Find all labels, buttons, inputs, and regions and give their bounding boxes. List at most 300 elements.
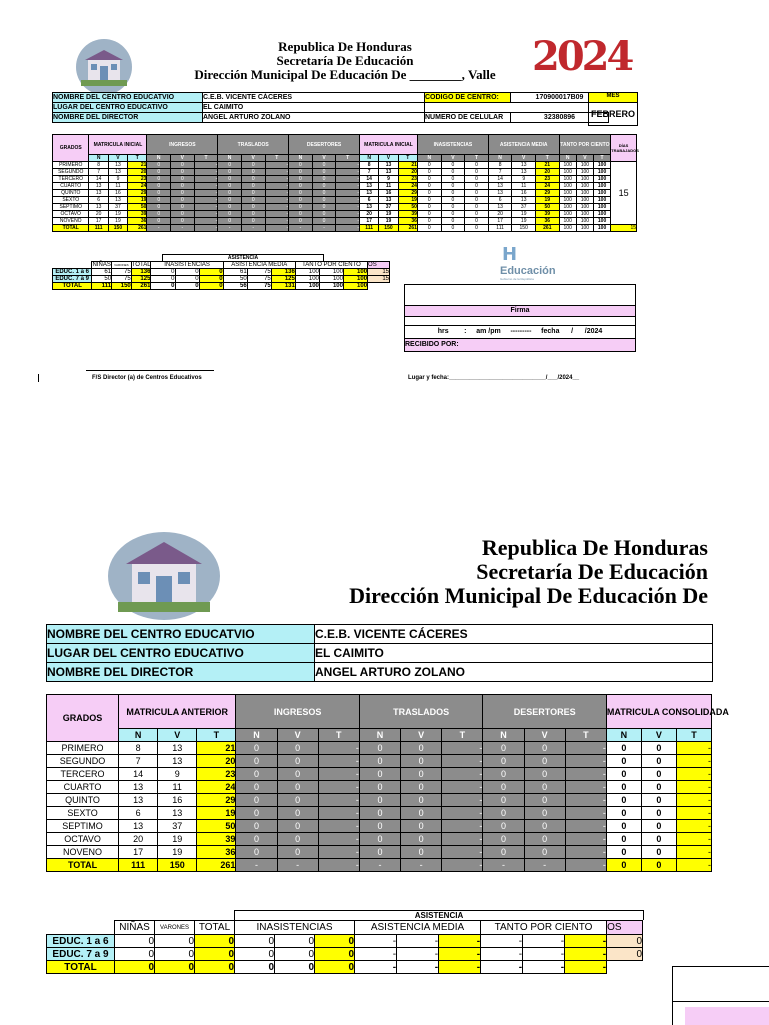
consolidada-t: - — [676, 807, 711, 820]
lugar-value: EL CAIMITO — [203, 103, 425, 113]
pct-t: 100 — [593, 225, 610, 232]
inas-n: 0 — [441, 183, 465, 190]
consolidada-v: 0 — [641, 820, 676, 833]
asis-t: 36 — [536, 218, 560, 225]
grados-header: GRADOS — [53, 135, 89, 162]
ingresos-header: INGRESOS — [236, 695, 360, 729]
asis-t: 261 — [536, 225, 560, 232]
dash-t: - — [265, 190, 289, 197]
col-n-header: N — [218, 155, 242, 162]
recibido-label: RECIBIDO POR: — [404, 338, 636, 352]
pct-t: 100 — [593, 169, 610, 176]
inicial-n: 13 — [360, 204, 379, 211]
grade-v: 13 — [108, 162, 127, 169]
dash-t: - — [265, 162, 289, 169]
grade-t: 23 — [197, 768, 236, 781]
zero-v: 0 — [524, 781, 565, 794]
table-row — [47, 781, 712, 794]
grade-t: 19 — [197, 807, 236, 820]
zero-v: 0 — [401, 807, 442, 820]
summary-varones: 75 — [112, 269, 132, 276]
col-t-header: T — [442, 729, 483, 742]
summary-ninas: 61 — [92, 269, 112, 276]
summary-table-large — [46, 910, 642, 974]
col-t-header: T — [536, 155, 560, 162]
zero-v: 0 — [524, 794, 565, 807]
inas-n: 0 — [465, 211, 489, 218]
grade-t: 36 — [197, 846, 236, 859]
summary-p3: - — [565, 961, 607, 974]
summary-p1: 100 — [295, 283, 319, 290]
zero-v: 0 — [312, 183, 336, 190]
zero-v: - — [241, 225, 265, 232]
grade-name: PRIMERO — [53, 162, 89, 169]
inicial-v: 13 — [379, 162, 398, 169]
zero-n: 0 — [147, 218, 171, 225]
pct-v: 100 — [576, 197, 593, 204]
zero-v: 0 — [171, 176, 195, 183]
summary-ninas: 50 — [92, 276, 112, 283]
summary-i1: 0 — [235, 961, 275, 974]
zero-n: 0 — [236, 807, 277, 820]
pct-t: 100 — [593, 176, 610, 183]
celular-value: 32380896 — [511, 113, 609, 123]
page-edge-mark — [38, 374, 39, 382]
header-line-1: Republica De Honduras — [278, 39, 412, 54]
zero-n: 0 — [483, 807, 524, 820]
grade-v: 13 — [158, 807, 197, 820]
zero-n: - — [483, 859, 524, 872]
consolidada-t: - — [676, 755, 711, 768]
signature-box-large — [672, 966, 769, 1025]
asistencia-media-header: ASISTENCIA MEDIA — [355, 921, 481, 935]
grade-name: CUARTO — [53, 183, 89, 190]
zero-v: 0 — [241, 183, 265, 190]
header-line-2-large: Secretaría De Educación — [476, 559, 708, 584]
summary-a1: - — [355, 961, 397, 974]
grade-name: TERCERO — [47, 768, 119, 781]
grade-t: 21 — [197, 742, 236, 755]
summary-varones: 0 — [155, 935, 195, 948]
consolidada-v: 0 — [641, 781, 676, 794]
grade-n: 7 — [89, 169, 108, 176]
centro-value-large: C.E.B. VICENTE CÁCERES — [315, 625, 713, 644]
dash-t: - — [336, 197, 360, 204]
inas-n: 0 — [465, 190, 489, 197]
inas-n: 0 — [417, 176, 441, 183]
inicial-n: 6 — [360, 197, 379, 204]
dash-t: - — [336, 190, 360, 197]
col-n-header: N — [289, 155, 313, 162]
zero-n: 0 — [359, 768, 400, 781]
consolidada-n: 0 — [606, 820, 641, 833]
asis-v: 9 — [512, 176, 536, 183]
dash-t: - — [442, 742, 483, 755]
summary-os — [368, 283, 390, 290]
pct-t: 100 — [593, 218, 610, 225]
col-t-header: T — [676, 729, 711, 742]
inas-n: 0 — [417, 197, 441, 204]
summary-row — [53, 276, 390, 283]
inicial-t: 21 — [398, 162, 417, 169]
inas-n: 0 — [441, 190, 465, 197]
desertores-header: DESERTORES — [289, 135, 360, 155]
grade-v: 11 — [158, 781, 197, 794]
header-line-3-large: Dirección Municipal De Educación De — [349, 583, 708, 608]
col-v-header: V — [171, 155, 195, 162]
zero-n: 0 — [236, 755, 277, 768]
asis-n: 8 — [488, 162, 512, 169]
dash-t: - — [565, 755, 606, 768]
varones-header: VARONES — [112, 262, 132, 269]
asistencia-media-header: ASISTENCIA MEDIA — [223, 262, 295, 269]
table-row — [53, 190, 637, 197]
header-line-1-large: Republica De Honduras — [481, 535, 708, 560]
consolidada-n: 0 — [606, 833, 641, 846]
zero-v: 0 — [171, 162, 195, 169]
inicial-n: 13 — [360, 183, 379, 190]
col-t-header: T — [336, 155, 360, 162]
tanto-por-ciento-header: TANTO POR CIENTO — [559, 135, 611, 155]
dash-t: - — [442, 794, 483, 807]
grade-t: 39 — [197, 833, 236, 846]
summary-a3: - — [439, 961, 481, 974]
zero-n: 0 — [483, 781, 524, 794]
grade-name: SEXTO — [53, 197, 89, 204]
asistencia-header-large: ASISTENCIA — [234, 910, 644, 920]
zero-v: 0 — [277, 755, 318, 768]
pct-t: 100 — [593, 162, 610, 169]
inas-n: 0 — [417, 183, 441, 190]
zero-v: 0 — [401, 846, 442, 859]
zero-v: 0 — [401, 820, 442, 833]
zero-n: 0 — [483, 794, 524, 807]
consolidada-t: - — [676, 846, 711, 859]
summary-os: 15 — [368, 269, 390, 276]
consolidada-v: 0 — [641, 742, 676, 755]
educacion-logo — [500, 244, 580, 284]
asis-n: 20 — [488, 211, 512, 218]
inicial-n: 7 — [360, 169, 379, 176]
zero-n: 0 — [359, 742, 400, 755]
inas-n: 0 — [417, 211, 441, 218]
summary-p2: - — [523, 935, 565, 948]
dash-t: - — [442, 833, 483, 846]
col-v-header: V — [277, 729, 318, 742]
zero-n: 0 — [147, 204, 171, 211]
summary-p1: 100 — [295, 276, 319, 283]
inas-n: 0 — [417, 218, 441, 225]
zero-n: 0 — [289, 197, 313, 204]
total-header: TOTAL — [195, 921, 235, 935]
dash-t: - — [565, 820, 606, 833]
grade-n: 17 — [119, 846, 158, 859]
inas-n: 0 — [441, 176, 465, 183]
grade-n: 13 — [119, 781, 158, 794]
zero-v: 0 — [171, 211, 195, 218]
pct-t: 100 — [593, 204, 610, 211]
pct-n: 100 — [559, 183, 576, 190]
col-t-header: T — [194, 155, 218, 162]
zero-n: 0 — [359, 794, 400, 807]
col-v-header: V — [108, 155, 127, 162]
asistencia-media-header: ASISTENCIA MEDIA — [488, 135, 559, 155]
col-n-header: N — [606, 729, 641, 742]
summary-p1: - — [481, 948, 523, 961]
consolidada-n: 0 — [606, 755, 641, 768]
pct-n: 100 — [559, 190, 576, 197]
inicial-v: 150 — [379, 225, 398, 232]
zero-v: - — [312, 225, 336, 232]
grade-n: 13 — [89, 204, 108, 211]
grade-v: 37 — [108, 204, 127, 211]
school-logo — [75, 38, 133, 96]
summary-varones: 75 — [112, 276, 132, 283]
inas-n: 0 — [465, 204, 489, 211]
inas-n: 0 — [465, 162, 489, 169]
zero-n: 0 — [483, 755, 524, 768]
dash-t: - — [265, 225, 289, 232]
summary-i2: 0 — [175, 269, 199, 276]
zero-v: 0 — [171, 183, 195, 190]
zero-n: 0 — [359, 781, 400, 794]
summary-os: 0 — [607, 948, 643, 961]
centro-label-large: NOMBRE DEL CENTRO EDUCATVIO — [47, 625, 315, 644]
inicial-n: 14 — [360, 176, 379, 183]
inicial-n: 17 — [360, 218, 379, 225]
zero-n: 0 — [236, 794, 277, 807]
asis-v: 13 — [512, 169, 536, 176]
dash-t: - — [265, 211, 289, 218]
inas-n: 0 — [465, 218, 489, 225]
pct-t: 100 — [593, 183, 610, 190]
dash-t: - — [336, 218, 360, 225]
grade-t: 261 — [197, 859, 236, 872]
grade-n: 111 — [119, 859, 158, 872]
dash-t: - — [265, 197, 289, 204]
header-line-3: Dirección Municipal De Educación De ________, Valle — [194, 67, 496, 82]
asis-t: 20 — [536, 169, 560, 176]
summary-p3: - — [565, 948, 607, 961]
asis-n: 111 — [488, 225, 512, 232]
summary-p1: - — [481, 961, 523, 974]
consolidada-n: 0 — [606, 742, 641, 755]
inicial-t: 29 — [398, 190, 417, 197]
asis-v: 19 — [512, 211, 536, 218]
grade-name: SEGUNDO — [47, 755, 119, 768]
inasistencias-header: INASISTENCIAS — [235, 921, 355, 935]
zero-n: 0 — [236, 768, 277, 781]
zero-n: 0 — [483, 768, 524, 781]
col-n-header: N — [483, 729, 524, 742]
summary-a3: 125 — [271, 276, 295, 283]
inas-n: 0 — [441, 162, 465, 169]
asis-t: 29 — [536, 190, 560, 197]
asis-t: 50 — [536, 204, 560, 211]
consolidada-t: - — [676, 859, 711, 872]
zero-n: 0 — [359, 755, 400, 768]
grade-name: NOVENO — [47, 846, 119, 859]
zero-v: 0 — [171, 218, 195, 225]
summary-i2: 0 — [275, 961, 315, 974]
director-value: ANGEL ARTURO ZOLANO — [203, 113, 425, 123]
zero-v: 0 — [241, 204, 265, 211]
pct-n: 100 — [559, 218, 576, 225]
grade-v: 9 — [108, 176, 127, 183]
zero-v: - — [524, 859, 565, 872]
grade-v: 19 — [158, 833, 197, 846]
zero-v: 0 — [524, 755, 565, 768]
dash-t: - — [318, 846, 359, 859]
dash-t: - — [442, 859, 483, 872]
hrs-line: hrs : am /pm --------- fecha / /2024 — [404, 326, 636, 338]
inas-n: 0 — [441, 204, 465, 211]
dash-t: - — [318, 755, 359, 768]
dash-t: - — [318, 781, 359, 794]
inicial-t: 261 — [398, 225, 417, 232]
inicial-t: 24 — [398, 183, 417, 190]
grade-v: 37 — [158, 820, 197, 833]
zero-v: 0 — [524, 820, 565, 833]
varones-header: VARONES — [155, 921, 195, 935]
summary-i1: 0 — [235, 935, 275, 948]
dash-t: - — [318, 742, 359, 755]
dash-t: - — [336, 183, 360, 190]
consolidada-n: 0 — [606, 846, 641, 859]
zero-n: 0 — [236, 781, 277, 794]
summary-a2: 75 — [247, 276, 271, 283]
lugar-fecha: Lugar y fecha:_____________________________/___/2024__ — [408, 375, 580, 381]
col-v-header: V — [379, 155, 398, 162]
dash-t: - — [265, 204, 289, 211]
zero-v: 0 — [312, 169, 336, 176]
zero-n: - — [289, 225, 313, 232]
inas-n: 0 — [441, 225, 465, 232]
director-label: NOMBRE DEL DIRECTOR — [53, 113, 203, 123]
zero-v: 0 — [277, 768, 318, 781]
consolidada-t: - — [676, 833, 711, 846]
grade-t: 19 — [128, 197, 147, 204]
star-h-icon — [500, 244, 522, 266]
zero-v: 0 — [277, 846, 318, 859]
inasistencias-header: INASISTENCIAS — [417, 135, 488, 155]
consolidada-v: 0 — [641, 833, 676, 846]
grade-t: 36 — [128, 218, 147, 225]
zero-v: 0 — [241, 211, 265, 218]
inicial-t: 23 — [398, 176, 417, 183]
dash-t: - — [336, 169, 360, 176]
grade-n: 20 — [119, 833, 158, 846]
zero-n: 0 — [218, 211, 242, 218]
zero-n: 0 — [218, 162, 242, 169]
grade-n: 7 — [119, 755, 158, 768]
table-row — [47, 833, 712, 846]
dash-t: - — [318, 794, 359, 807]
zero-n: 0 — [236, 833, 277, 846]
zero-v: 0 — [524, 768, 565, 781]
grade-v: 13 — [108, 197, 127, 204]
summary-i2: 0 — [275, 935, 315, 948]
asis-t: 39 — [536, 211, 560, 218]
zero-n: 0 — [359, 833, 400, 846]
pct-n: 100 — [559, 211, 576, 218]
centro-label: NOMBRE DEL CENTRO EDUCATVIO — [53, 93, 203, 103]
summary-p1: - — [481, 935, 523, 948]
summary-total: 0 — [195, 948, 235, 961]
summary-a3: - — [439, 935, 481, 948]
col-v-header: V — [241, 155, 265, 162]
grade-name: QUINTO — [53, 190, 89, 197]
grade-v: 13 — [158, 742, 197, 755]
zero-n: 0 — [147, 169, 171, 176]
consolidada-v: 0 — [641, 768, 676, 781]
grades-table-large — [46, 694, 729, 872]
zero-n: 0 — [289, 169, 313, 176]
dash-t: - — [336, 211, 360, 218]
grade-name: TERCERO — [53, 176, 89, 183]
grade-n: 13 — [89, 190, 108, 197]
summary-varones: 0 — [155, 961, 195, 974]
dash-t: - — [565, 859, 606, 872]
grade-t: 39 — [128, 211, 147, 218]
zero-n: 0 — [289, 190, 313, 197]
summary-a3: 131 — [271, 283, 295, 290]
dash-t: - — [194, 225, 218, 232]
table-row — [53, 197, 637, 204]
dash-t: - — [194, 204, 218, 211]
consolidada-n: 0 — [606, 859, 641, 872]
summary-a3: 136 — [271, 269, 295, 276]
table-row — [53, 211, 637, 218]
pct-n: 100 — [559, 162, 576, 169]
grade-t: 23 — [128, 176, 147, 183]
info-table-top — [52, 92, 609, 123]
zero-n: 0 — [147, 211, 171, 218]
summary-i3: 0 — [199, 269, 223, 276]
col-n-header: N — [359, 729, 400, 742]
summary-p2: - — [523, 961, 565, 974]
educacion-text: Educación — [500, 265, 556, 277]
summary-p3: 100 — [343, 269, 367, 276]
dash-t: - — [442, 807, 483, 820]
summary-i3: 0 — [199, 283, 223, 290]
pct-v: 100 — [576, 169, 593, 176]
lugar-label: LUGAR DEL CENTRO EDUCATIVO — [53, 103, 203, 113]
zero-v: 0 — [241, 176, 265, 183]
summary-row-label: EDUC. 1 a 6 — [53, 269, 92, 276]
summary-total: 0 — [195, 961, 235, 974]
inas-n: 0 — [465, 176, 489, 183]
dash-t: - — [265, 176, 289, 183]
asis-v: 37 — [512, 204, 536, 211]
consolidada-t: - — [676, 768, 711, 781]
director-value-large: ANGEL ARTURO ZOLANO — [315, 663, 713, 682]
zero-n: 0 — [289, 183, 313, 190]
summary-a2: 75 — [247, 283, 271, 290]
inicial-v: 19 — [379, 211, 398, 218]
info-table-large — [46, 624, 713, 682]
zero-n: - — [218, 225, 242, 232]
inicial-n: 8 — [360, 162, 379, 169]
pct-v: 100 — [576, 190, 593, 197]
inas-n: 0 — [417, 204, 441, 211]
dash-t: - — [336, 225, 360, 232]
zero-v: 0 — [277, 742, 318, 755]
pct-t: 100 — [593, 211, 610, 218]
zero-n: 0 — [483, 846, 524, 859]
grade-v: 19 — [158, 846, 197, 859]
grade-n: 14 — [119, 768, 158, 781]
